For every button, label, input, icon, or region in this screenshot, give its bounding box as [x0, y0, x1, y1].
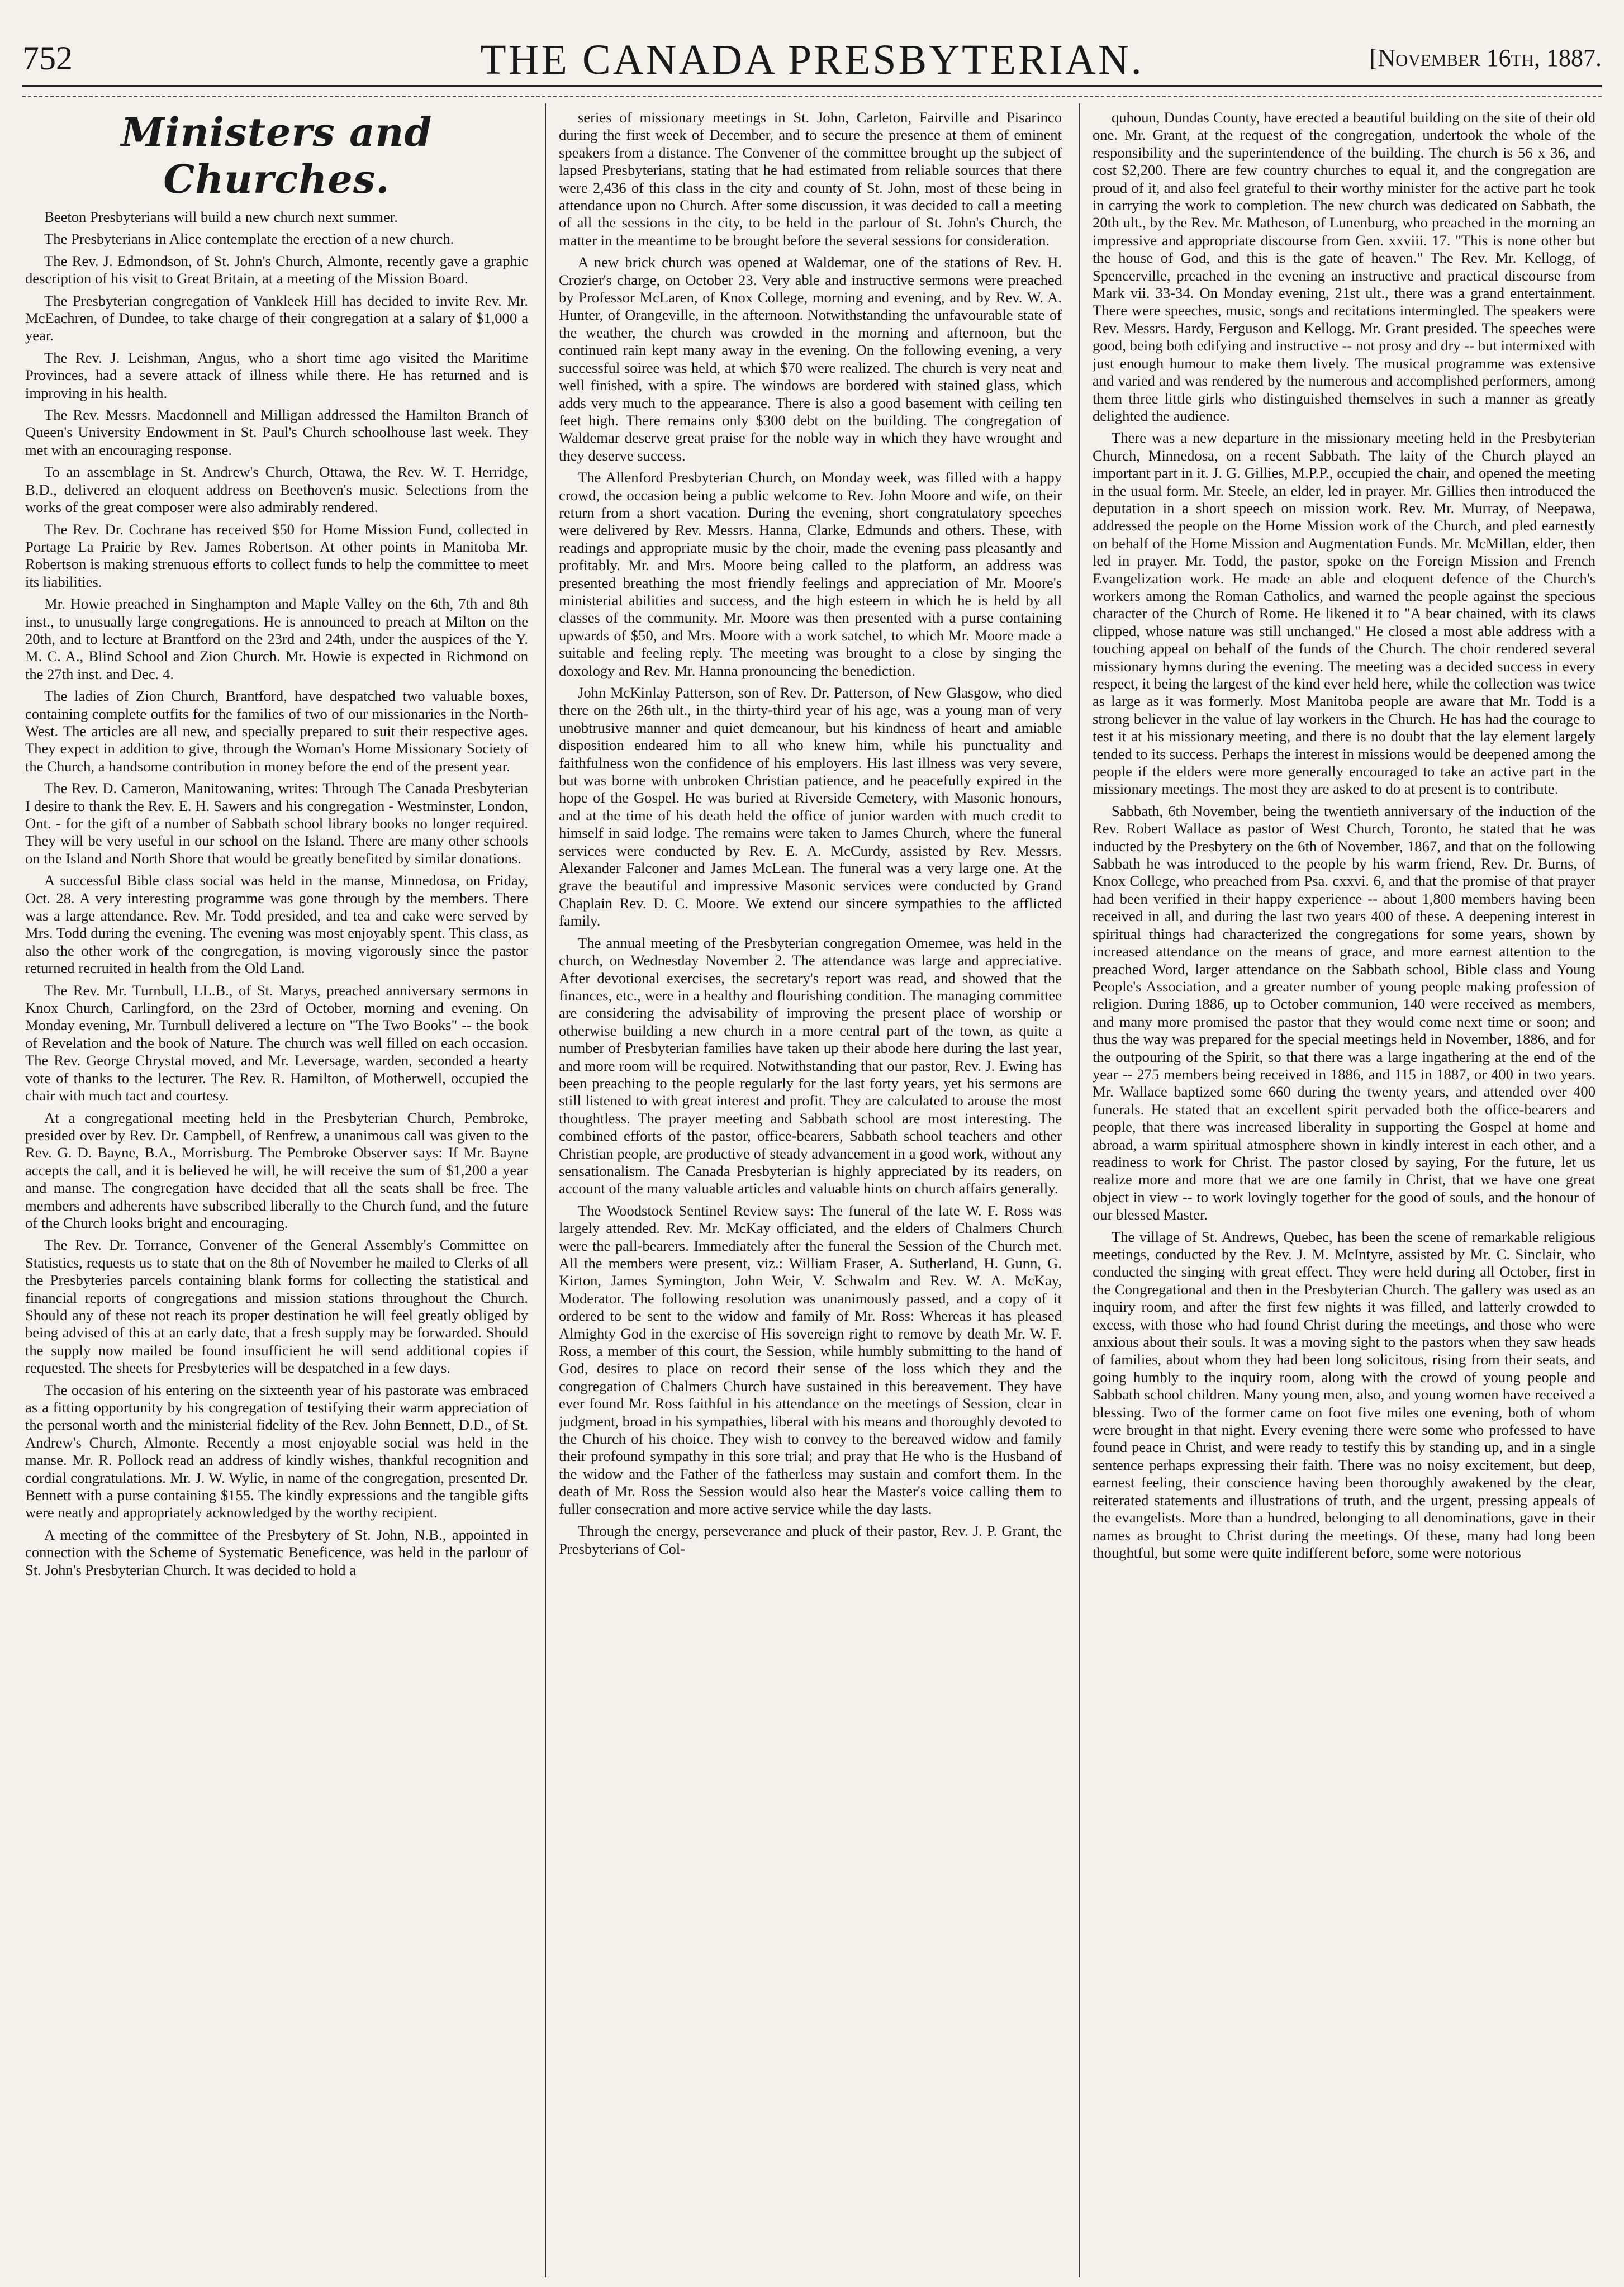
article-paragraph: The occasion of his entering on the sixteenth year of his pastorate was embraced as a fitting opportunity by his congregation of testifying their warm appreciation of the personal worth and the ministerial fidelity of the Rev. John Bennett, D.D., of St. Andrew's Church, Almonte. Recently a most enjoyable social was held in the manse. Mr. R. Pollock read an address of kindly wishes, thankful recognition and cordial congratulations. Mr. J. W. Wylie, in name of the congregation, presented Dr. Bennett with a purse containing $155. The kindly expressions and the tangible gifts were neatly and appropriately acknowledged by the worthy recipient. — [25, 1381, 528, 1521]
article-paragraph: The village of St. Andrews, Quebec, has been the scene of remarkable religious meetings, conducted by the Rev. J. M. McIntyre, assisted by Mr. C. Sinclair, who conducted the singing with great effect. They were held during all October, first in the Congregational and then in the Presbyterian Church. The gallery was used as an inquiry room, and after the first few nights it was filled, and latterly crowded to excess, with those who had found Christ during the meetings, and those who were anxious about their souls. It was a moving sight to the pastors when they saw heads of families, about whom they had been long solicitous, rising from their seats, and going humbly to the inquiry room, along with the crowd of young people and Sabbath school children. Many young men, also, and young women have received a blessing. Two of the former came on foot five miles one evening, both of whom were brought in that night. Every evening there were some who professed to have found peace in Christ, and were ready to testify this by standing up, and in a single sentence perhaps expressing their faith. There was no noisy excitement, but deep, earnest feeling, their conscience having been thoroughly awakened by the clear, reiterated statements and illustrations of truth, and the urgent, pressing appeals of the evangelists. More than a hundred, belonging to all denominations, gave in their names as brought to Christ during the meetings. Of these, many had long been thoughtful, but some were quite indifferent before, some were notorious — [1093, 1228, 1595, 1561]
newspaper-title: THE CANADA PRESBYTERIAN. — [480, 36, 1144, 83]
masthead-dashed-rule — [22, 96, 1602, 97]
column-divider — [1079, 103, 1080, 2277]
column-3-body — [1093, 109, 1595, 1562]
article-paragraph: The Rev. Dr. Torrance, Convener of the General Assembly's Committee on Statistics, requests us to state that on the 8th of November he mailed to Clerks of all the Presbyteries parcels containing blank forms for collecting the statistical and financial reports of congregations and mission stations throughout the Church. Should any of these not reach its proper destination he will feel greatly obliged by being advised of this at an early date, that a fresh supply may be forwarded. Should the supply now mailed be found insufficient he will send additional copies if requested. The sheets for Presbyteries will be despatched in a few days. — [25, 1236, 528, 1377]
article-paragraph: Through the energy, perseverance and pluck of their pastor, Rev. J. P. Grant, the Presbyterians of Col- — [559, 1522, 1062, 1557]
column-1 — [25, 109, 528, 2277]
article-paragraph: The Rev. J. Edmondson, of St. John's Church, Almonte, recently gave a graphic description of his visit to Great Britain, at a meeting of the Mission Board. — [25, 252, 528, 287]
article-paragraph: series of missionary meetings in St. John, Carleton, Fairville and Pisarinco during the first week of December, and to secure the presence at them of eminent speakers from a distance. The Convener of the committee brought up the subject of lapsed Presbyterians, stating that he had estimated from reliable sources that there were 2,436 of this class in the city and county of St. John, most of these being in attendance upon no Church. After some discussion, it was decided to call a meeting of all the sessions in the city, to be held in the parlour of St. John's Church, the matter in the meantime to be brought before the several sessions for consideration. — [559, 109, 1062, 249]
column-3 — [1093, 109, 1595, 2277]
masthead — [22, 34, 1602, 84]
column-divider — [545, 103, 546, 2277]
article-paragraph: A successful Bible class social was held in the manse, Minnedosa, on Friday, Oct. 28. A very interesting programme was gone through by the members. There was a large attendance. Rev. Mr. Todd presided, and tea and cake were served by Mrs. Todd during the evening. The evening was most enjoyably spent. This class, as also the other work of the congregation, is moving vigorously since the pastor returned recruited in health from the Old Land. — [25, 872, 528, 977]
issue-date: [November 16th, 1887. — [1369, 44, 1602, 72]
article-paragraph: The Rev. Dr. Cochrane has received $50 for Home Mission Fund, collected in Portage La Prairie by Rev. James Robertson. At other points in Manitoba Mr. Robertson is making strenuous efforts to collect funds to help the committee to meet its liabilities. — [25, 520, 528, 590]
article-paragraph: The Rev. Mr. Turnbull, LL.B., of St. Marys, preached anniversary sermons in Knox Church, Carlingford, on the 23rd of October, morning and evening. On Monday evening, Mr. Turnbull delivered a lecture on "The Two Books" -- the book of Revelation and the book of Nature. The church was well filled on each occasion. The Rev. George Chrystal moved, and Mr. Leversage, warden, seconded a hearty vote of thanks to the lecturer. The Rev. R. Hamilton, of Motherwell, occupied the chair with much tact and courtesy. — [25, 981, 528, 1104]
article-paragraph: Mr. Howie preached in Singhampton and Maple Valley on the 6th, 7th and 8th inst., to unusually large congregations. He is announced to preach at Milton on the 20th, and to lecture at Brantford on the 23rd and 24th, under the auspices of the Y. M. C. A., Blind School and Zion Church. Mr. Howie is expected in Richmond on the 27th inst. and Dec. 4. — [25, 595, 528, 682]
article-paragraph: A meeting of the committee of the Presbytery of St. John, N.B., appointed in connection with the Scheme of Systematic Beneficence, was held in the parlour of St. John's Presbyterian Church. It was decided to hold a — [25, 1526, 528, 1578]
page-number: 752 — [22, 40, 73, 77]
masthead-rule — [22, 85, 1602, 87]
article-paragraph: Beeton Presbyterians will build a new church next summer. — [44, 208, 398, 225]
article-paragraph: The Presbyterians in Alice contemplate the erection of a new church. — [44, 230, 454, 248]
article-paragraph: The Rev. D. Cameron, Manitowaning, writes: Through The Canada Presbyterian I desire to thank the Rev. E. H. Sawers and his congregation - Westminster, London, Ont. - for the gift of a number of Sabbath school library books no longer required. They will be very useful in our school on the Island. There are many other schools on the Island and North Shore that would be greatly benefited by similar donations. — [25, 780, 528, 867]
article-paragraph: John McKinlay Patterson, son of Rev. Dr. Patterson, of New Glasgow, who died there on the 26th ult., in the thirty-third year of his age, was a young man of very unobtrusive manner and quiet demeanour, but his kindness of heart and amiable disposition endeared him to all who knew him, while his punctuality and faithfulness won the confidence of his employers. His last illness was very severe, but was borne with unbroken Christian patience, and he peacefully expired in the hope of the Gospel. He was buried at Riverside Cemetery, with Masonic honours, and at the time of his death held the office of junior warden with much credit to himself in said lodge. The remains were taken to James Church, where the funeral services were conducted by Rev. E. A. McCurdy, assisted by Rev. Messrs. Alexander Falconer and James McLean. The funeral was a very large one. At the grave the beautiful and impressive Masonic services were conducted by Grand Chaplain Rev. D. C. Moore. We extend our sincere sympathies to the afflicted family. — [559, 684, 1062, 929]
article-paragraph: The ladies of Zion Church, Brantford, have despatched two valuable boxes, containing complete outfits for the families of two of our missionaries in the North-West. The articles are all new, and specially prepared to suit their respective ages. They expect in addition to give, through the Woman's Home Missionary Society of the Church, a handsome contribution in money before the end of the present year. — [25, 687, 528, 775]
article-paragraph: A new brick church was opened at Waldemar, one of the stations of Rev. H. Crozier's charge, on October 23. Very able and instructive sermons were preached by Professor McLaren, of Knox College, morning and evening, and by Rev. W. A. Hunter, of Orangeville, in the afternoon. Notwithstanding the unfavourable state of the weather, the church was crowded in the morning and afternoon, but the continued rain kept many away in the evening. On the following evening, a very successful soiree was held, at which $70 were realized. The church is very neat and well finished, with a spire. The windows are bordered with stained glass, which adds very much to the appearance. There is also a good basement with ceiling ten feet high. There remains only $300 debt on the building. The congregation of Waldemar deserve great praise for the noble way in which they have wrought and they deserve success. — [559, 254, 1062, 464]
article-paragraph: quhoun, Dundas County, have erected a beautiful building on the site of their old one. Mr. Grant, at the request of the congregation, undertook the whole of the responsibility and the superintendence of the building. The church is 56 x 36, and cost $2,200. There are few country churches to equal it, and the congregation are proud of it, and also feel grateful to their worthy minister for the active part he took in carrying the work to completion. The new church was dedicated on Sabbath, the 20th ult., by the Rev. Mr. Matheson, of Lunenburg, who preached in the morning an impressive and appropriate discourse from Gen. xxviii. 17. "This is none other but the house of God, and this is the gate of heaven." The Rev. Mr. Kellogg, of Spencerville, preached in the evening an instructive and practical discourse from Mark vii. 33-34. On Monday evening, 21st ult., there was a grand entertainment. There were speeches, music, songs and recitations intermingled. The speakers were Rev. Messrs. Hardy, Ferguson and Kellogg. Mr. Grant presided. The speeches were good, being both edifying and instructive -- not prosy and dry -- but intermixed with just enough humour to make them lively. The musical programme was extensive and varied and was rendered by the numerous and accomplished performers, among them three little girls who distinguished themselves in such a manner as greatly delighted the audience. — [1093, 109, 1595, 424]
article-paragraph: The Allenford Presbyterian Church, on Monday week, was filled with a happy crowd, the occasion being a public welcome to Rev. John Moore and wife, on their return from a short vacation. During the evening, short congratulatory speeches were delivered by Rev. Messrs. Hanna, Clarke, Edmunds and others. These, with readings and appropriate music by the choir, made the evening pass pleasantly and profitably. Mr. and Mrs. Moore being called to the platform, an address was presented breathing the most friendly feelings and appreciation of Mr. Moore's ministerial abilities and success, and the high esteem in which he is held by all classes of the community. Mr. Moore was then presented with a purse containing upwards of $50, and Mrs. Moore with a work satchel, to which Mr. Moore made a suitable and feeling reply. The meeting was brought to a close by singing the doxology and Rev. Mr. Hanna pronouncing the benediction. — [559, 469, 1062, 679]
article-paragraph: The Rev. J. Leishman, Angus, who a short time ago visited the Maritime Provinces, had a severe attack of illness while there. He has returned and is improving in his health. — [25, 349, 528, 401]
article-paragraph: There was a new departure in the missionary meeting held in the Presbyterian Church, Minnedosa, on a recent Sabbath. The laity of the Church played an important part in it. J. G. Gillies, M.P.P., occupied the chair, and opened the meeting in the usual form. Mr. Steele, an elder, led in prayer. Mr. Gillies then introduced the deputation in a short speech on mission work. Rev. Mr. Murray, of Neepawa, addressed the people on the Home Mission work of the Church, and pled earnestly on behalf of the Home Mission and Augmentation Funds. Mr. McMillan, elder, then led in prayer. Mr. Todd, the pastor, spoke on the Foreign Mission and French Evangelization work. He made an able and eloquent defence of the Church's workers among the Roman Catholics, and warned the people against the specious character of the Church of Rome. He likened it to "A bear chained, with its claws clipped, whose nature was still unchanged." He closed a most able address with a touching appeal on behalf of the funds of the Church. The choir rendered several missionary hymns during the evening. The meeting was a decided success in every respect, it being the largest of the kind ever held here, while the collection was twice as large as it was formerly. Most Manitoba people are aware that Mr. Todd is a strong believer in the value of lay workers in the Church. He has had the courage to test it at his missionary meeting, and there is no doubt that the lay element largely tended to its success. Perhaps the interest in missions would be deepened among the people if the elders were more generally encouraged to take an active part in the missionary meetings. The most they are asked to do at present is to contribute. — [1093, 429, 1595, 798]
article-paragraph: The Woodstock Sentinel Review says: The funeral of the late W. F. Ross was largely attended. Rev. Mr. McKay officiated, and the elders of Chalmers Church were the pall-bearers. Immediately after the funeral the Session of the Church met. All the members were present, viz.: William Fraser, A. Sutherland, H. Gunn, G. Kirton, James Symington, John Weir, V. Schwalm and Rev. W. A. McKay, Moderator. The following resolution was unanimously passed, and a copy of it ordered to be sent to the widow and family of Mr. Ross: Whereas it has pleased Almighty God in the exercise of His sovereign right to remove by death Mr. W. F. Ross, a member of this court, the Session, while humbly submitting to the hand of God, desires to place on record their sense of the loss which they and the congregation of Chalmers Church have sustained in this bereavement. They have ever found Mr. Ross faithful in his attendance on the meetings of Session, clear in judgment, broad in his sympathies, liberal with his means and thoroughly devoted to the Church of his choice. They wish to convey to the bereaved widow and family their profound sympathy in this sore trial; and pray that He who is the Husband of the widow and the Father of the fatherless may sustain and comfort them. In the death of Mr. Ross the Session would also hear the Master's voice calling them to fuller consecration and more active service while the day lasts. — [559, 1202, 1062, 1517]
section-heading: Ministers and Churches. — [121, 109, 433, 202]
article-paragraph: The Presbyterian congregation of Vankleek Hill has decided to invite Rev. Mr. McEachren, of Dundee, to take charge of their congregation at a salary of $1,000 a year. — [25, 292, 528, 344]
article-paragraph: To an assemblage in St. Andrew's Church, Ottawa, the Rev. W. T. Herridge, B.D., delivered an eloquent address on Beethoven's music. Selections from the works of the great composer were also admirably rendered. — [25, 463, 528, 516]
article-paragraph: Sabbath, 6th November, being the twentieth anniversary of the induction of the Rev. Robert Wallace as pastor of West Church, Toronto, he stated that he was inducted by the Presbytery on the 6th of November, 1867, and that on the following Sabbath he was introduced to the people by his warm friend, Rev. Dr. Burns, of Knox College, who preached from Psa. cxxvi. 6, and that the promise of that prayer had been verified in their happy experience -- about 1,800 members having been received in all, and during the last two years 400 of these. A deepening interest in spiritual things had characterized the congregations for some years, shown by increased attendance on the means of grace, and more earnest attention to the preached Word, larger attendance on the Sabbath school, Bible class and Young People's Association, and a greater number of young people making profession of religion. During 1886, up to October communion, 140 were received as members, and many more promised the pastor that they would come next time or soon; and thus the way was prepared for the special meetings held in November, 1886, and for the outpouring of the Spirit, so that there was a large ingathering at the end of the year -- 275 members being received in 1886, and 115 in 1887, or 400 in two years. Mr. Wallace baptized some 660 during the twenty years, and attended over 400 funerals. He stated that an excellent spirit pervaded both the office-bearers and people, that there was increased liberality in supporting the Gospel at home and abroad, a warm spiritual atmosphere shown in kindly interest in each other, and a readiness to work for Christ. The pastor closed by saying, For the future, let us realize more and more that we are one family in Christ, that we have one great object in view -- to work lovingly together for the good of souls, and the honour of our blessed Master. — [1093, 802, 1595, 1223]
column-1-body — [25, 208, 528, 1579]
article-paragraph: The annual meeting of the Presbyterian congregation Omemee, was held in the church, on Wednesday November 2. The attendance was large and appreciative. After devotional exercises, the secretary's report was read, and showed that the finances, etc., were in a healthy and flourishing condition. The managing committee are considering the advisability of improving the present place of worship or otherwise building a new church in a more central part of the town, as quite a number of Presbyterian families have taken up their abode here during the last year, and more room will be required. Notwithstanding that our pastor, Rev. J. Ewing has been preaching to the people regularly for the last forty years, yet his sermons are still listened to with great interest and profit. They are calculated to arouse the most thoughtless. The prayer meeting and Sabbath school are most interesting. The combined efforts of the pastor, office-bearers, Sabbath school teachers and other Christian people, are productive of steady advancement in a good work, without any sensationalism. The Canada Presbyterian is highly appreciated by its readers, on account of the many valuable articles and valuable hints on church affairs generally. — [559, 934, 1062, 1197]
column-2-body — [559, 109, 1062, 1558]
article-paragraph: At a congregational meeting held in the Presbyterian Church, Pembroke, presided over by Rev. Dr. Campbell, of Renfrew, a unanimous call was given to the Rev. G. D. Bayne, B.A., Morrisburg. The Pembroke Observer says: If Mr. Bayne accepts the call, and it is believed he will, he will receive the sum of $1,200 a year and manse. The congregation have decided that all the seats shall be free. The members and adherents have subscribed liberally to the Church fund, and the future of the Church looks bright and encouraging. — [25, 1109, 528, 1231]
column-2 — [559, 109, 1062, 2277]
article-paragraph: The Rev. Messrs. Macdonnell and Milligan addressed the Hamilton Branch of Queen's University Endowment in St. Paul's Church schoolhouse last week. They met with an encouraging response. — [25, 406, 528, 458]
